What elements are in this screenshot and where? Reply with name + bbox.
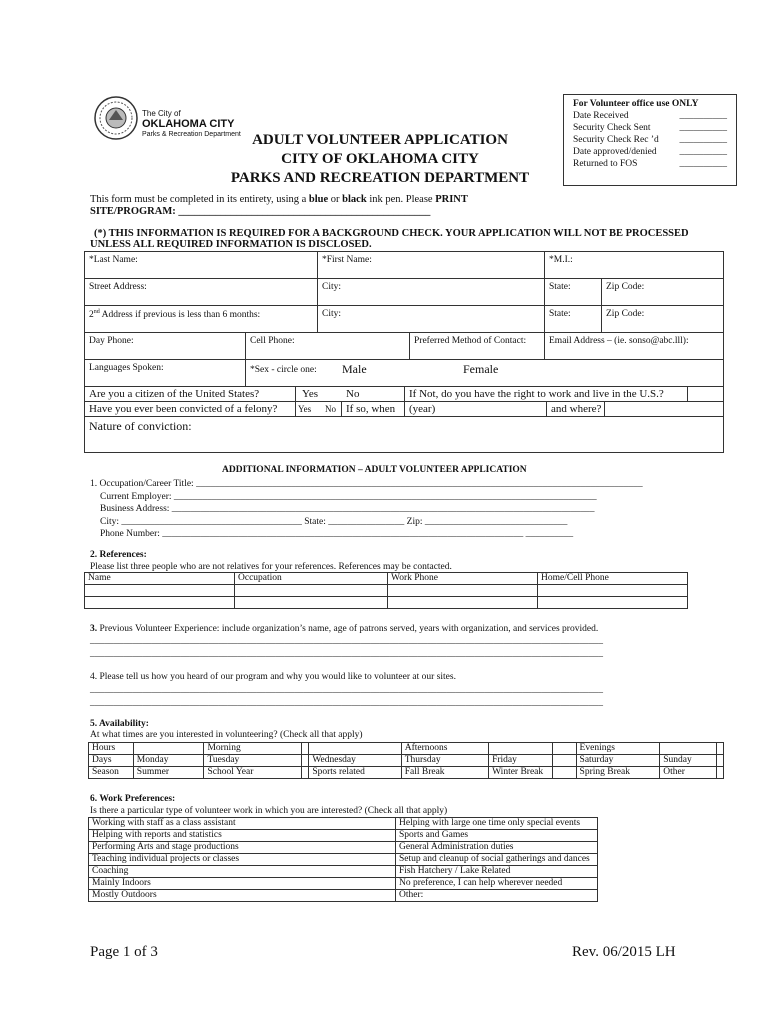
availability-cell[interactable] xyxy=(309,743,401,755)
heard-line-2[interactable]: ____________________________________________________________________________________________________________ xyxy=(90,698,603,708)
ref-header-occupation: Occupation xyxy=(235,573,388,585)
availability-cell: Evenings xyxy=(576,743,660,755)
table-row xyxy=(89,743,724,755)
revision: Rev. 06/2015 LH xyxy=(572,944,676,960)
black-word: black xyxy=(342,194,367,205)
availability-cell: Monday xyxy=(133,755,204,767)
city2-field[interactable]: City: xyxy=(318,306,545,333)
references-table xyxy=(84,572,688,609)
availability-cell: Spring Break xyxy=(576,767,660,779)
office-row-label: Date Received xyxy=(573,111,629,121)
zip2-field[interactable]: Zip Code: xyxy=(602,306,724,333)
table-row[interactable] xyxy=(85,597,688,609)
felony-year-field[interactable]: (year) xyxy=(405,402,547,417)
availability-cell[interactable] xyxy=(489,743,553,755)
city-field[interactable]: City: xyxy=(318,279,545,306)
right-to-work-blank[interactable] xyxy=(688,387,724,402)
table-row[interactable] xyxy=(89,830,598,842)
citizen-no[interactable]: No xyxy=(346,388,360,400)
availability-cell: Saturday xyxy=(576,755,660,767)
work-pref-option[interactable]: No preference, I can help wherever needed xyxy=(396,878,598,890)
print-word: PRINT xyxy=(435,194,468,205)
table-row xyxy=(85,573,688,585)
instructions-text-b: ink pen. Please xyxy=(366,194,436,205)
sex-field[interactable]: *Sex - circle one: Male Female xyxy=(246,360,724,387)
office-row-label: Returned to FOS xyxy=(573,159,638,169)
instructions xyxy=(90,194,468,206)
blue-word: blue xyxy=(308,194,329,205)
additional-info-title: ADDITIONAL INFORMATION – ADULT VOLUNTEER APPLICATION xyxy=(222,465,527,475)
ref-header-work-phone: Work Phone xyxy=(388,573,538,585)
mi-field[interactable]: *M.I.: xyxy=(545,252,724,279)
availability-cell: Thursday xyxy=(401,755,488,767)
availability-cell[interactable] xyxy=(660,743,717,755)
availability-cell[interactable] xyxy=(552,743,576,755)
languages-field[interactable]: Languages Spoken: xyxy=(85,360,246,387)
table-row[interactable] xyxy=(89,818,598,830)
availability-cell: Friday xyxy=(489,755,553,767)
work-pref-option[interactable]: Sports and Games xyxy=(396,830,598,842)
availability-cell[interactable] xyxy=(133,743,204,755)
office-row xyxy=(573,158,727,170)
availability-cell: Sports related xyxy=(309,767,401,779)
table-row[interactable] xyxy=(89,842,598,854)
work-pref-option[interactable]: Mainly Indoors xyxy=(89,878,396,890)
work-pref-option[interactable]: Fish Hatchery / Lake Related xyxy=(396,866,598,878)
heard-line-1[interactable]: ____________________________________________________________________________________________________________ xyxy=(90,685,603,695)
ref-header-home-phone: Home/Cell Phone xyxy=(538,573,688,585)
availability-cell[interactable] xyxy=(552,755,576,767)
table-row[interactable] xyxy=(89,878,598,890)
sex-male-option[interactable]: Male xyxy=(342,362,367,376)
preferred-contact-field[interactable]: Preferred Method of Contact: xyxy=(410,333,545,360)
availability-cell: Sunday xyxy=(660,755,717,767)
work-prefs-note: Is there a particular type of volunteer work in which you are interested? (Check all that apply) xyxy=(90,806,448,816)
work-prefs-table xyxy=(88,817,598,902)
availability-table xyxy=(88,742,724,779)
availability-cell: Fall Break xyxy=(401,767,488,779)
logo-line3: Parks & Recreation Department xyxy=(142,131,241,138)
if-so-when: If so, when xyxy=(342,402,405,417)
work-pref-option[interactable]: Coaching xyxy=(89,866,396,878)
felony-yes[interactable]: Yes xyxy=(298,404,312,414)
availability-cell: Winter Break xyxy=(489,767,553,779)
logo-line1: The City of xyxy=(142,109,181,118)
sex-female-option[interactable]: Female xyxy=(463,362,499,376)
right-to-work-field[interactable]: If Not, do you have the right to work and live in the U.S.? xyxy=(405,387,688,402)
ref-header-name: Name xyxy=(85,573,235,585)
ref-cell[interactable] xyxy=(235,597,388,609)
notice-line2: UNLESS ALL REQUIRED INFORMATION IS DISCLOSED. xyxy=(90,239,372,250)
felony-yes-no[interactable] xyxy=(296,402,342,417)
or-word: or xyxy=(328,194,343,205)
availability-cell: Days xyxy=(89,755,134,767)
office-row xyxy=(573,122,727,134)
felony-where-blank[interactable] xyxy=(605,402,724,417)
last-name-field[interactable]: *Last Name: xyxy=(85,252,318,279)
personal-info-grid xyxy=(84,251,724,453)
instructions-text-a: This form must be completed in its entirety, using a xyxy=(90,194,309,205)
state-field[interactable]: State: xyxy=(545,279,602,306)
business-address-field[interactable]: Business Address: _________________________________________________________________________________________ xyxy=(100,504,595,514)
work-pref-option[interactable]: General Administration duties xyxy=(396,842,598,854)
table-row[interactable] xyxy=(89,866,598,878)
ref-cell[interactable] xyxy=(538,597,688,609)
table-row[interactable] xyxy=(89,854,598,866)
experience-label: 3. Previous Volunteer Experience: include organization’s name, age of patrons served, years with organization, and services provided. xyxy=(90,624,599,634)
office-use-box xyxy=(563,94,737,186)
availability-cell[interactable] xyxy=(552,767,576,779)
title-line2: CITY OF OKLAHOMA CITY xyxy=(281,151,479,167)
felony-where-field[interactable]: and where? xyxy=(547,402,605,417)
ref-cell[interactable] xyxy=(85,597,235,609)
ref-cell[interactable] xyxy=(235,585,388,597)
title-line3: PARKS AND RECREATION DEPARTMENT xyxy=(230,170,530,186)
ref-cell[interactable] xyxy=(85,585,235,597)
table-row xyxy=(89,767,724,779)
second-address-field[interactable]: 2nd Address if previous is less than 6 months: xyxy=(85,306,318,333)
references-note: Please list three people who are not relatives for your references. References may be contacted. xyxy=(90,562,452,572)
heard-label: 4. Please tell us how you heard of our program and why you would like to volunteer at our sites. xyxy=(90,672,456,682)
work-pref-option[interactable]: Performing Arts and stage productions xyxy=(89,842,396,854)
experience-line-1[interactable]: ____________________________________________________________________________________________________________ xyxy=(90,636,603,646)
work-pref-option[interactable]: Teaching individual projects or classes xyxy=(89,854,396,866)
site-program-field[interactable]: SITE/PROGRAM: ________________________________________________ xyxy=(90,206,431,217)
availability-cell: Season xyxy=(89,767,134,779)
office-row-blank[interactable]: __________ xyxy=(679,159,727,169)
office-row xyxy=(573,110,727,122)
availability-note: At what times are you interested in volunteering? (Check all that apply) xyxy=(90,730,363,740)
ref-cell[interactable] xyxy=(388,597,538,609)
office-row-blank[interactable]: __________ xyxy=(679,123,727,133)
office-row xyxy=(573,146,727,158)
availability-cell: Morning xyxy=(204,743,302,755)
felony-no[interactable]: No xyxy=(325,404,336,414)
city-seal-icon xyxy=(94,96,138,140)
state2-field[interactable]: State: xyxy=(545,306,602,333)
work-pref-option[interactable]: Working with staff as a class assistant xyxy=(89,818,396,830)
availability-cell: Wednesday xyxy=(309,755,401,767)
office-box-title: For Volunteer office use ONLY xyxy=(573,99,699,109)
availability-cell: Tuesday xyxy=(204,755,302,767)
office-row-blank[interactable]: __________ xyxy=(679,147,727,157)
felony-question: Have you ever been convicted of a felony? xyxy=(85,402,296,417)
availability-title: 5. Availability: xyxy=(90,719,149,729)
work-pref-option[interactable]: Mostly Outdoors xyxy=(89,890,396,902)
cell-phone-field[interactable]: Cell Phone: xyxy=(246,333,410,360)
office-row-label: Security Check Sent xyxy=(573,123,651,133)
availability-cell: Hours xyxy=(89,743,134,755)
table-row xyxy=(89,755,724,767)
availability-cell[interactable] xyxy=(302,755,309,767)
work-pref-option[interactable]: Other: xyxy=(396,890,598,902)
first-name-field[interactable]: *First Name: xyxy=(318,252,545,279)
additional-info-lines xyxy=(90,478,643,541)
office-row xyxy=(573,134,727,146)
required-notice xyxy=(90,228,689,250)
logo-line2: OKLAHOMA CITY xyxy=(142,118,235,130)
page-title xyxy=(210,131,550,188)
availability-cell[interactable] xyxy=(717,755,724,767)
experience-line-2[interactable]: ____________________________________________________________________________________________________________ xyxy=(90,649,603,659)
work-pref-option[interactable]: Setup and cleanup of social gatherings and dances xyxy=(396,854,598,866)
title-line1: ADULT VOLUNTEER APPLICATION xyxy=(252,132,508,148)
table-row[interactable] xyxy=(89,890,598,902)
availability-cell: Other xyxy=(660,767,717,779)
office-row-label: Date approved/denied xyxy=(573,147,657,157)
availability-cell: Afternoons xyxy=(401,743,488,755)
table-row[interactable] xyxy=(85,585,688,597)
citizen-yes-no[interactable] xyxy=(296,387,405,402)
work-prefs-title: 6. Work Preferences: xyxy=(90,794,176,804)
office-row-blank[interactable]: __________ xyxy=(679,135,727,145)
zip-field[interactable]: Zip Code: xyxy=(602,279,724,306)
availability-cell[interactable] xyxy=(302,767,309,779)
ref-cell[interactable] xyxy=(388,585,538,597)
availability-cell[interactable] xyxy=(717,767,724,779)
day-phone-field[interactable]: Day Phone: xyxy=(85,333,246,360)
availability-cell: School Year xyxy=(204,767,302,779)
citizen-yes[interactable]: Yes xyxy=(302,388,319,400)
citizen-question: Are you a citizen of the United States? xyxy=(85,387,296,402)
street-address-field[interactable]: Street Address: xyxy=(85,279,318,306)
notice-line1: (*) THIS INFORMATION IS REQUIRED FOR A BACKGROUND CHECK. YOUR APPLICATION WILL NOT BE PROCESSED xyxy=(94,228,689,239)
employer-field[interactable]: Current Employer: _________________________________________________________________________________________ xyxy=(100,491,597,502)
references-title: 2. References: xyxy=(90,550,147,560)
page-number: Page 1 of 3 xyxy=(90,944,158,960)
work-pref-option[interactable]: Helping with reports and statistics xyxy=(89,830,396,842)
nature-of-conviction-field[interactable]: Nature of conviction: xyxy=(85,417,724,453)
city-state-zip-field[interactable]: City: ______________________________________ State: ________________ Zip: ______________________________ xyxy=(100,516,568,527)
availability-cell[interactable] xyxy=(302,743,309,755)
work-pref-option[interactable]: Helping with large one time only special events xyxy=(396,818,598,830)
email-field[interactable]: Email Address – (ie. sonso@abc.lll): xyxy=(545,333,724,360)
office-row-label: Security Check Rec ’d xyxy=(573,135,659,145)
office-row-blank[interactable]: __________ xyxy=(679,111,727,121)
occupation-field[interactable]: 1. Occupation/Career Title: ______________________________________________________________________________________________ xyxy=(90,479,643,489)
availability-cell[interactable] xyxy=(717,743,724,755)
ref-cell[interactable] xyxy=(538,585,688,597)
availability-cell: Summer xyxy=(133,767,204,779)
phone-number-field[interactable]: Phone Number: ____________________________________________________________________________ __________ xyxy=(100,529,574,539)
